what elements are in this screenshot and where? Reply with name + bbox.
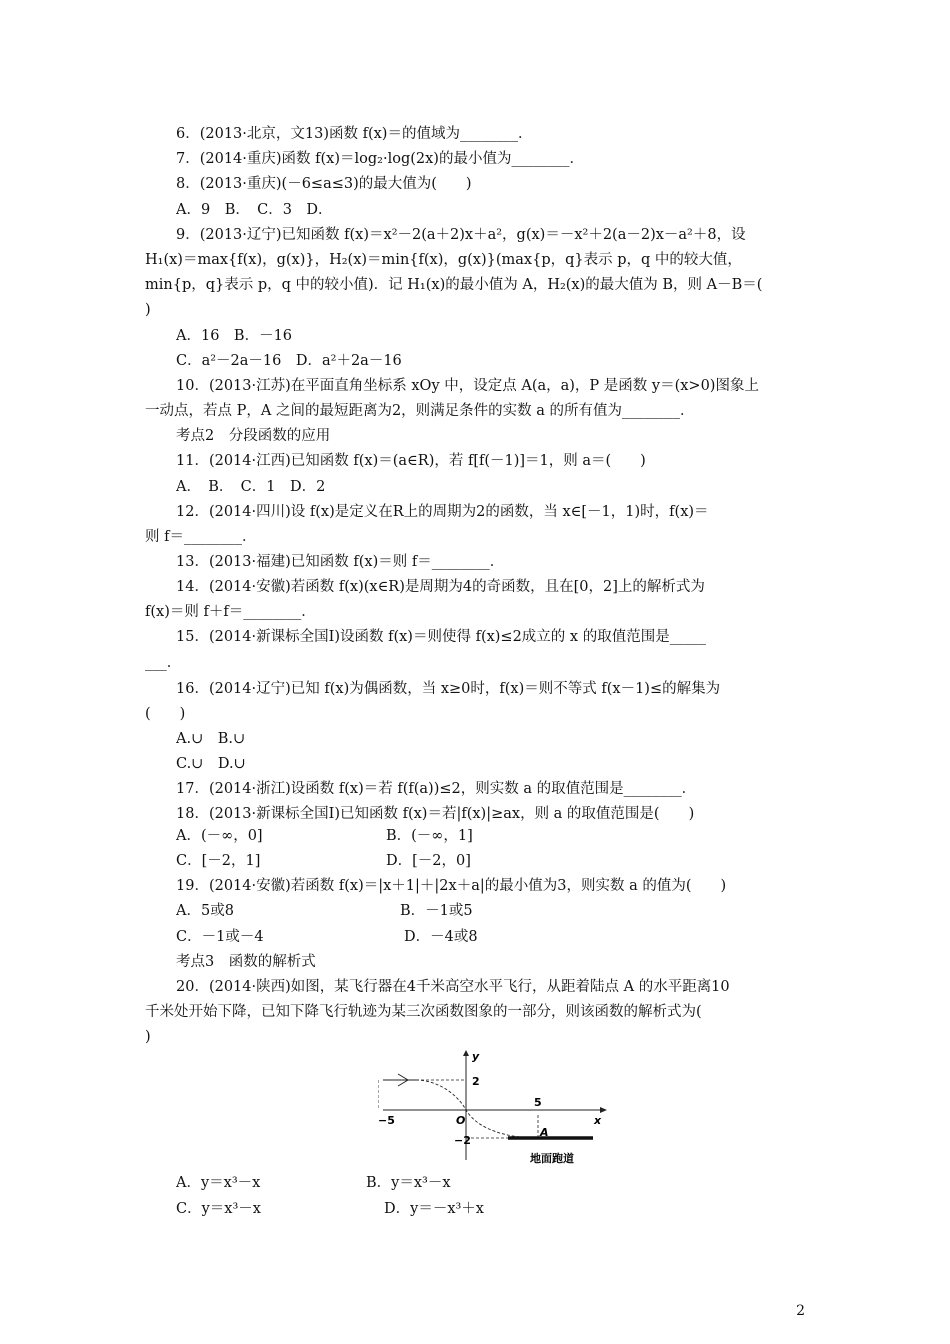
q19-option-a: A．5或8 xyxy=(176,903,234,919)
q8-options: A．9 B． C．3 D． xyxy=(176,202,333,218)
question-18: 18．(2013·新课标全国Ⅰ)已知函数 f(x)＝若|f(x)|≥ax，则 a 的取值范围是( ) xyxy=(176,806,695,822)
question-10-line-1: 10．(2013·江苏)在平面直角坐标系 xOy 中，设定点 A(a，a)，P 是函数 y＝(x>0)图象上 xyxy=(176,378,759,394)
q18-option-a: A．(－∞，0] xyxy=(176,828,263,844)
question-15-line-2: ___． xyxy=(145,655,182,671)
q20-option-a: A．y＝x³－x xyxy=(176,1175,261,1191)
q19-option-b: B．－1或5 xyxy=(400,903,473,919)
q19-option-d: D．－4或8 xyxy=(404,929,478,945)
q19-option-row xyxy=(176,902,841,920)
question-9-line-3: min{p，q}表示 p，q 中的较小值)．记 H₁(x)的最小值为 A，H₂(x)的最大值为 B，则 A－B＝( xyxy=(145,277,763,293)
question-17: 17．(2014·浙江)设函数 f(x)＝若 f(f(a))≤2，则实数 a 的取值范围是________． xyxy=(176,781,697,797)
question-19: 19．(2014·安徽)若函数 f(x)＝|x＋1|＋|2x＋a|的最小值为3，则实数 a 的值为( ) xyxy=(176,878,727,894)
q18-option-row xyxy=(176,852,841,870)
flight-path-figure xyxy=(378,1050,608,1170)
question-16-line-2: ( ) xyxy=(145,706,186,722)
question-16-line-1: 16．(2014·辽宁)已知 f(x)为偶函数，当 x≥0时，f(x)＝则不等式 f(x－1)≤的解集为 xyxy=(176,681,721,697)
q18-option-b: B．(－∞，1] xyxy=(386,828,473,844)
runway-label: 地面跑道 xyxy=(530,1152,574,1165)
question-14-line-2: f(x)＝则 f＋f＝________． xyxy=(145,604,316,620)
question-6: 6．(2013·北京，文13)函数 f(x)＝的值域为________． xyxy=(176,126,533,142)
section-heading-2: 考点2 分段函数的应用 xyxy=(176,428,331,444)
q16-options-2: C.∪ D.∪ xyxy=(176,756,246,772)
question-20-line-3: ) xyxy=(145,1029,151,1045)
q11-options: A． B． C．1 D．2 xyxy=(176,479,326,495)
question-20-line-1: 20．(2014·陕西)如图，某飞行器在4千米高空水平飞行，从距着陆点 A 的水平距离10 xyxy=(176,979,730,995)
q19-option-row xyxy=(176,928,841,946)
question-9-line-4: ) xyxy=(145,302,151,318)
question-9-line-1: 9．(2013·辽宁)已知函数 f(x)＝x²－2(a＋2)x＋a²，g(x)＝－x²＋2(a－2)x－a²＋8，设 xyxy=(176,227,746,243)
section-heading-3: 考点3 函数的解析式 xyxy=(176,954,316,970)
tick-label-5: 5 xyxy=(534,1096,542,1109)
tick-label-2: 2 xyxy=(472,1075,480,1088)
y-axis-label: y xyxy=(472,1050,480,1063)
q9-options-1: A．16 B．－16 xyxy=(176,328,293,344)
q18-option-d: D．[－2，0] xyxy=(386,853,471,869)
x-axis-label: x xyxy=(594,1114,602,1127)
q9-options-2: C．a²－2a－16 D．a²＋2a－16 xyxy=(176,353,402,369)
q20-option-c: C．y＝x³－x xyxy=(176,1201,261,1217)
q20-option-row xyxy=(176,1200,841,1218)
q19-option-c: C．－1或－4 xyxy=(176,929,264,945)
question-9-line-2: H₁(x)＝max{f(x)，g(x)}，H₂(x)＝min{f(x)，g(x)}(max{p，q}表示 p，q 中的较大值， xyxy=(145,252,742,268)
question-15-line-1: 15．(2014·新课标全国Ⅰ)设函数 f(x)＝则使得 f(x)≤2成立的 x 的取值范围是_____ xyxy=(176,629,706,645)
point-a-label: A xyxy=(540,1126,549,1139)
question-7: 7．(2014·重庆)函数 f(x)＝log₂·log(2x)的最小值为________． xyxy=(176,151,584,167)
question-8: 8．(2013·重庆)(－6≤a≤3)的最大值为( ) xyxy=(176,176,472,192)
question-12-line-2: 则 f＝________． xyxy=(145,529,257,545)
q20-option-d: D．y＝－x³＋x xyxy=(384,1201,484,1217)
q16-options-1: A.∪ B.∪ xyxy=(176,731,246,747)
q18-option-row xyxy=(176,827,841,845)
page-number: 2 xyxy=(796,1303,805,1319)
question-10-line-2: 一动点，若点 P，A 之间的最短距离为2，则满足条件的实数 a 的所有值为________． xyxy=(145,403,695,419)
q18-option-c: C．[－2，1] xyxy=(176,853,261,869)
tick-label-neg2: −2 xyxy=(454,1134,471,1147)
question-12-line-1: 12．(2014·四川)设 f(x)是定义在R上的周期为2的函数，当 x∈[－1，1)时，f(x)＝ xyxy=(176,504,709,520)
q20-option-row xyxy=(176,1174,841,1192)
question-13: 13．(2013·福建)已知函数 f(x)＝则 f＝________． xyxy=(176,554,505,570)
origin-label: O xyxy=(456,1114,466,1127)
question-20-line-2: 千米处开始下降，已知下降飞行轨迹为某三次函数图象的一部分，则该函数的解析式为( xyxy=(145,1004,702,1020)
tick-label-neg5: −5 xyxy=(378,1114,395,1127)
question-11: 11．(2014·江西)已知函数 f(x)＝(a∈R)，若 f[f(－1)]＝1，则 a＝( ) xyxy=(176,453,646,469)
question-14-line-1: 14．(2014·安徽)若函数 f(x)(x∈R)是周期为4的奇函数，且在[0，2]上的解析式为 xyxy=(176,579,705,595)
q20-option-b: B．y＝x³－x xyxy=(366,1175,451,1191)
